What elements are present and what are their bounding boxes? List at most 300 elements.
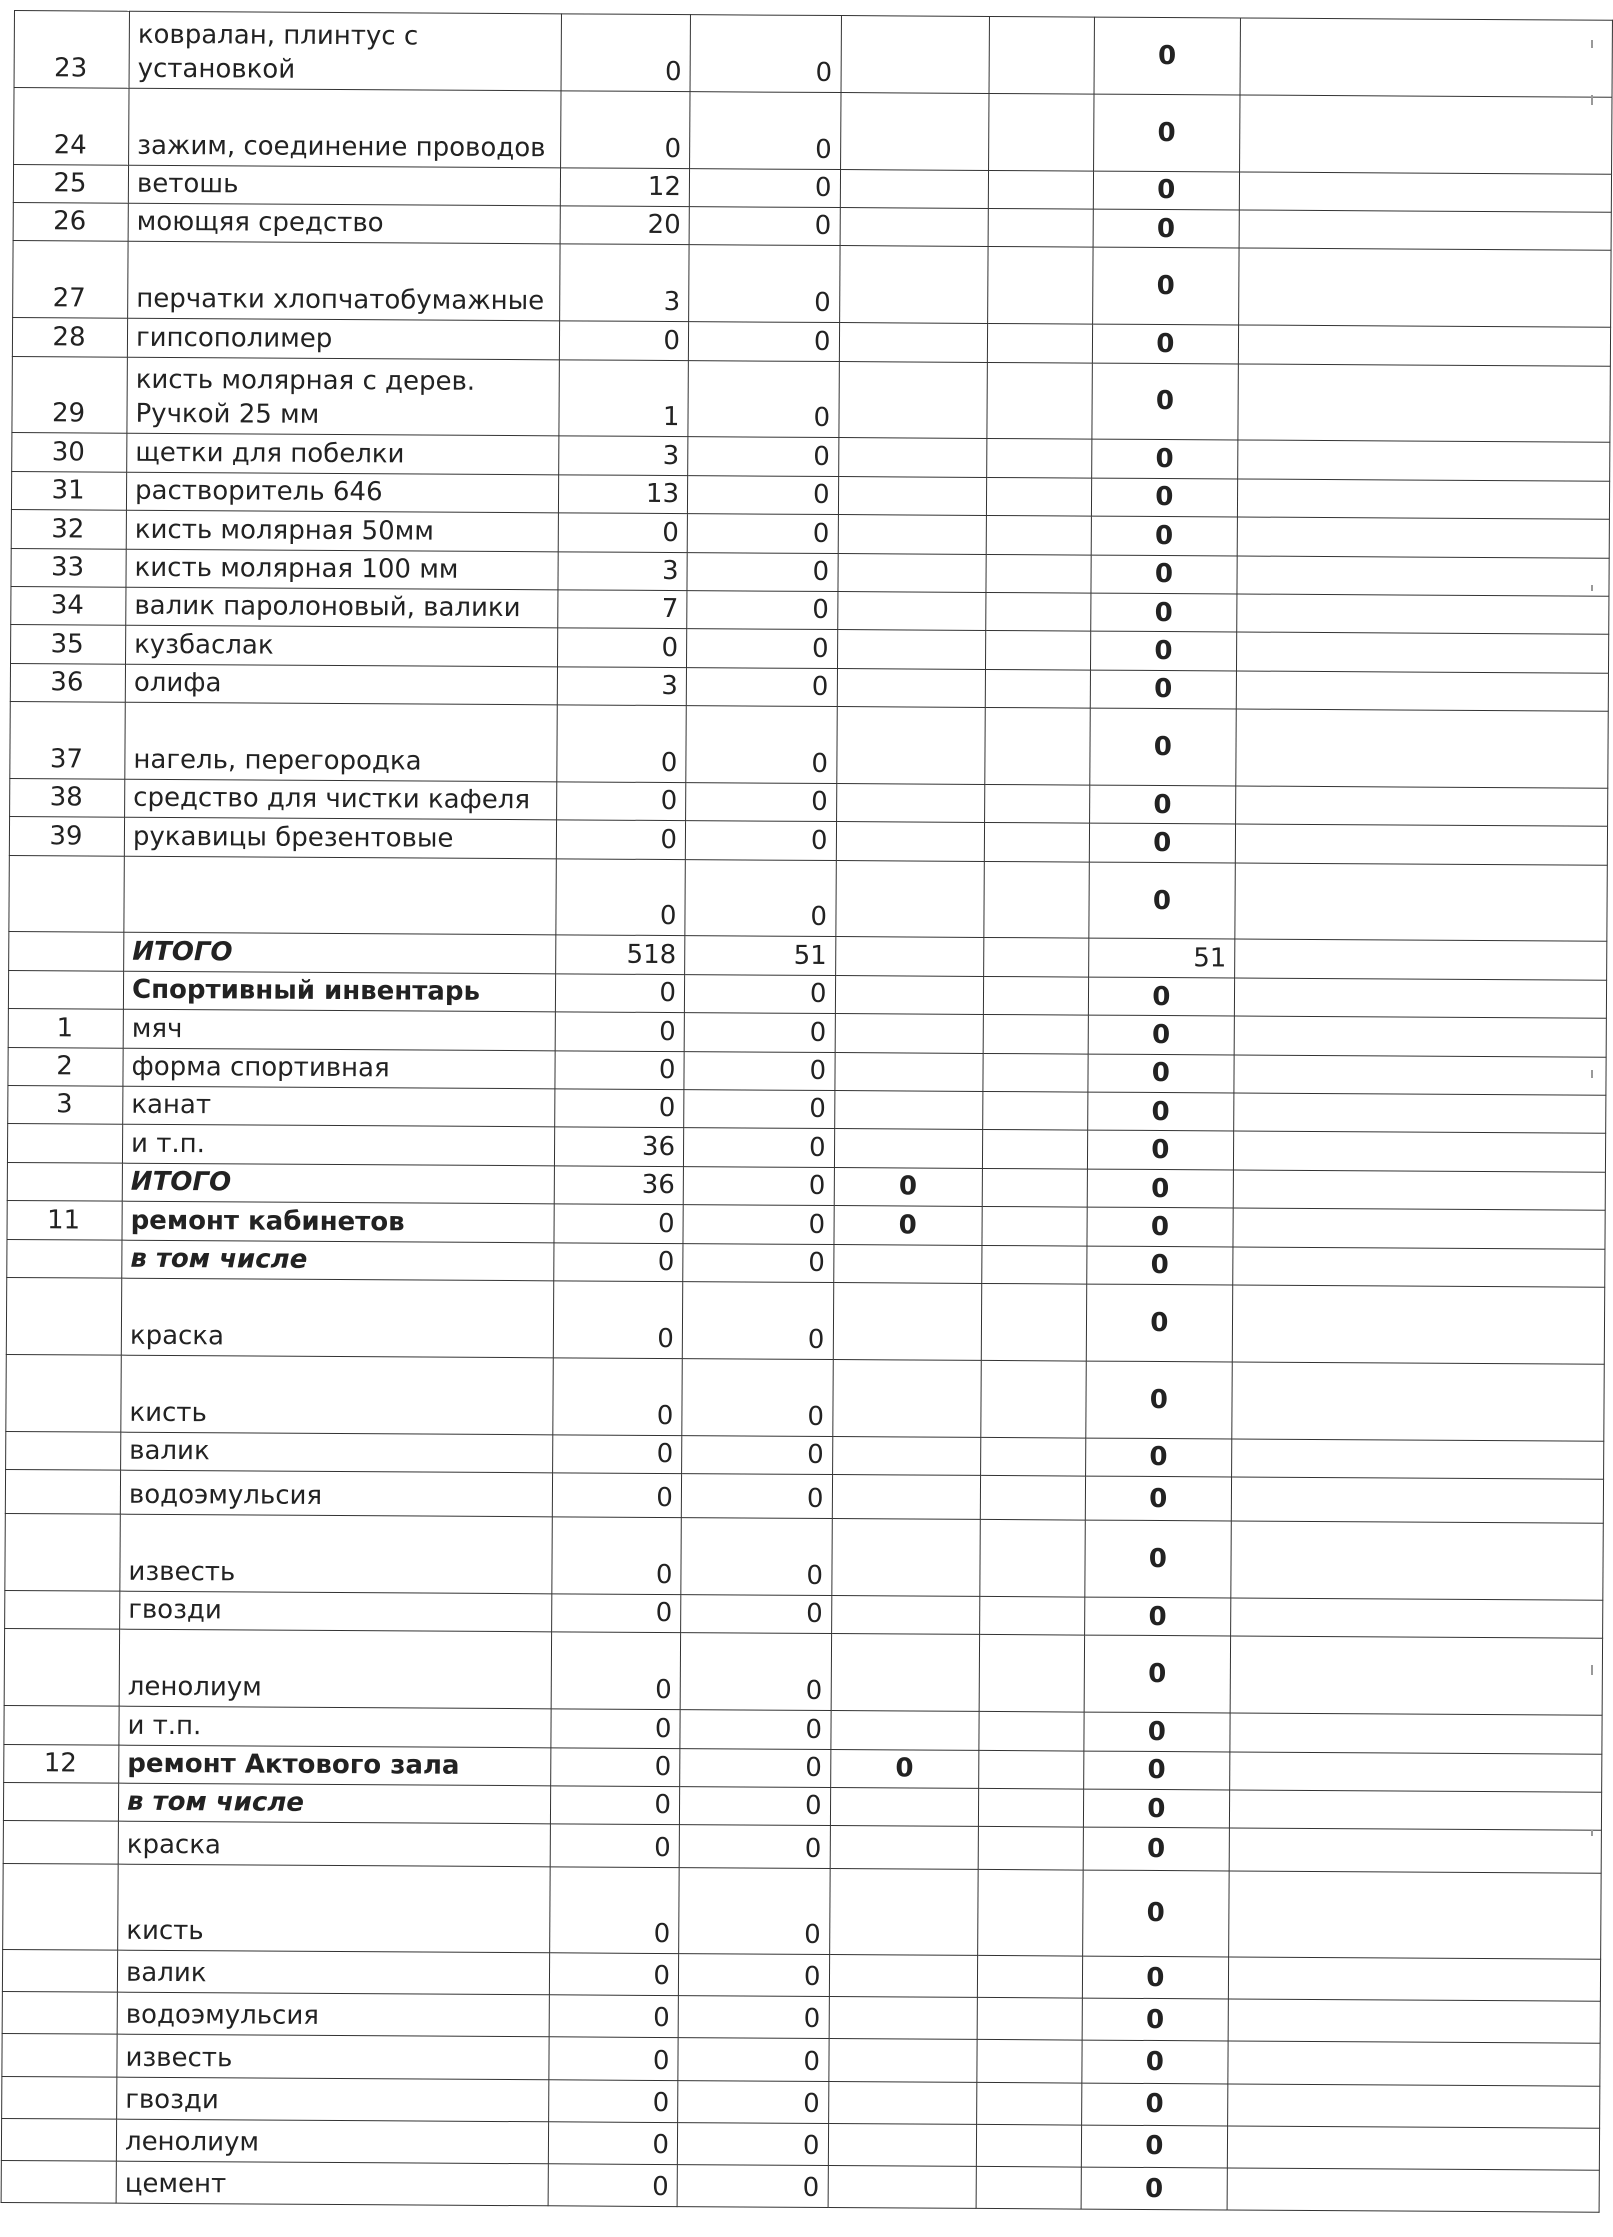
quantity-b: 0 <box>683 1243 834 1282</box>
quantity-e: 51 <box>1088 939 1235 978</box>
quantity-b: 0 <box>687 552 838 591</box>
row-number: 28 <box>12 318 127 357</box>
quantity-e: 0 <box>1082 1870 1229 1957</box>
quantity-a: 7 <box>558 590 687 629</box>
quantity-d <box>978 1827 1083 1870</box>
row-number <box>2 1949 117 1992</box>
quantity-b: 0 <box>680 1633 831 1711</box>
quantity-a: 13 <box>558 475 687 514</box>
item-name-text: Спортивный инвентарь <box>131 974 481 1008</box>
quantity-c <box>830 1787 979 1826</box>
item-name: краска <box>121 1278 553 1357</box>
quantity-b: 0 <box>679 1825 830 1868</box>
quantity-e: 0 <box>1085 1361 1232 1439</box>
quantity-c <box>838 515 987 554</box>
quantity-b: 0 <box>681 1474 832 1519</box>
row-number: 12 <box>4 1744 119 1783</box>
item-name <box>124 933 556 974</box>
row-number: 32 <box>11 510 126 549</box>
item-name-text: в том числе <box>130 1243 308 1275</box>
row-number <box>4 1629 119 1706</box>
quantity-d <box>987 362 1092 439</box>
row-number <box>6 1277 121 1354</box>
item-name: перчатки хлопчатобумажные <box>128 242 560 321</box>
quantity-c <box>835 860 984 938</box>
item-name: гипсополимер <box>127 318 559 359</box>
item-name: гвозди <box>120 1591 552 1632</box>
empty-cell <box>1234 1055 1606 1096</box>
row-number <box>6 1354 121 1431</box>
quantity-c <box>838 438 987 477</box>
quantity-a: 0 <box>555 1012 684 1051</box>
row-number <box>2 2076 117 2119</box>
empty-cell <box>1231 1477 1603 1523</box>
quantity-d <box>986 554 1091 593</box>
quantity-e: 0 <box>1081 2167 1228 2210</box>
row-number: 30 <box>12 433 127 472</box>
quantity-c <box>834 1052 983 1091</box>
quantity-c <box>836 783 985 822</box>
quantity-d <box>984 823 1089 862</box>
quantity-e: 0 <box>1084 1597 1231 1636</box>
quantity-d <box>983 1015 1088 1054</box>
quantity-a: 3 <box>557 667 686 706</box>
quantity-a: 0 <box>552 1517 682 1595</box>
quantity-e: 0 <box>1086 1284 1233 1362</box>
quantity-d <box>987 439 1092 478</box>
quantity-e: 0 <box>1088 862 1235 940</box>
quantity-e: 0 <box>1091 478 1238 517</box>
quantity-a: 0 <box>560 91 690 169</box>
empty-cell <box>1240 18 1612 97</box>
quantity-d <box>989 16 1094 93</box>
quantity-e: 0 <box>1083 1827 1230 1870</box>
quantity-a: 20 <box>560 206 689 245</box>
quantity-d <box>987 247 1092 324</box>
empty-cell <box>1239 248 1611 327</box>
quantity-a: 0 <box>552 1473 681 1518</box>
quantity-c <box>834 1129 983 1168</box>
quantity-e: 0 <box>1086 1246 1233 1285</box>
item-name: водоэмульсия <box>120 1470 552 1517</box>
quantity-d <box>979 1635 1084 1712</box>
quantity-d <box>976 2124 1081 2167</box>
item-name: ленолиум <box>116 2119 548 2164</box>
scan-mark <box>1591 40 1593 48</box>
empty-cell <box>1229 1957 1601 2002</box>
quantity-c <box>835 1014 984 1053</box>
quantity-b: 0 <box>680 1748 831 1787</box>
quantity-b: 0 <box>677 2165 828 2208</box>
quantity-a: 3 <box>559 436 688 475</box>
quantity-a: 0 <box>557 628 686 667</box>
quantity-c <box>840 169 989 208</box>
quantity-b: 0 <box>683 1128 834 1167</box>
quantity-b: 0 <box>689 168 840 207</box>
empty-cell <box>1227 2168 1599 2213</box>
quantity-d <box>981 1283 1086 1360</box>
quantity-e: 0 <box>1088 977 1235 1016</box>
quantity-b: 0 <box>685 821 836 860</box>
quantity-c <box>832 1359 981 1437</box>
quantity-c <box>840 208 989 247</box>
row-number: 11 <box>7 1201 122 1240</box>
empty-cell <box>1234 1131 1606 1172</box>
quantity-c <box>828 2081 977 2124</box>
quantity-d <box>983 976 1088 1015</box>
empty-cell <box>1237 594 1609 635</box>
quantity-e: 0 <box>1089 708 1236 786</box>
empty-cell <box>1237 517 1609 558</box>
quantity-e: 0 <box>1092 247 1239 325</box>
item-name: рукавицы брезентовые <box>124 817 556 858</box>
quantity-a: 0 <box>556 782 685 821</box>
item-name: гвозди <box>117 2077 549 2122</box>
quantity-d <box>981 1360 1086 1437</box>
quantity-d <box>977 1869 1082 1956</box>
empty-cell <box>1235 978 1607 1019</box>
row-number: 37 <box>10 702 125 779</box>
item-name: известь <box>117 2035 549 2080</box>
quantity-c <box>831 1519 980 1597</box>
quantity-b: 0 <box>684 1051 835 1090</box>
quantity-a: 0 <box>551 1709 680 1748</box>
quantity-c <box>831 1595 980 1634</box>
quantity-c <box>841 16 990 94</box>
table-row <box>1 2161 1599 2213</box>
quantity-c <box>837 591 986 630</box>
item-name: канат <box>123 1086 555 1127</box>
row-number <box>5 1469 120 1514</box>
quantity-c <box>832 1474 981 1519</box>
empty-cell <box>1239 210 1611 251</box>
quantity-b: 0 <box>679 1867 830 1954</box>
quantity-d <box>986 592 1091 631</box>
item-name: и т.п. <box>119 1706 551 1747</box>
empty-cell <box>1232 1439 1604 1480</box>
row-number: 36 <box>10 663 125 702</box>
quantity-a: 0 <box>553 1281 683 1359</box>
row-number: 26 <box>13 202 128 241</box>
item-name: щетки для побелки <box>127 434 559 475</box>
row-number <box>4 1706 119 1745</box>
quantity-a: 0 <box>552 1434 681 1473</box>
budget-table <box>1 10 1613 2213</box>
quantity-d <box>979 1750 1084 1789</box>
quantity-c <box>832 1436 981 1475</box>
quantity-e: 0 <box>1090 670 1237 709</box>
item-name-text: ИТОГО <box>130 1166 232 1198</box>
item-name: форма спортивная <box>123 1048 555 1089</box>
empty-cell <box>1231 1598 1603 1639</box>
item-name: валик <box>117 1950 549 1995</box>
quantity-d <box>986 516 1091 555</box>
quantity-b: 0 <box>688 437 839 476</box>
quantity-c <box>840 92 989 170</box>
quantity-d <box>987 324 1092 363</box>
quantity-c <box>830 1826 979 1869</box>
item-name-text: ремонт Актового зала <box>127 1748 460 1781</box>
row-number: 34 <box>11 586 126 625</box>
quantity-a: 3 <box>558 551 687 590</box>
quantity-d <box>982 1207 1087 1246</box>
quantity-c <box>836 707 985 785</box>
quantity-e: 0 <box>1083 1712 1230 1751</box>
empty-cell <box>1236 671 1608 712</box>
quantity-d <box>976 2082 1081 2125</box>
quantity-e: 0 <box>1087 1092 1234 1131</box>
quantity-b: 0 <box>678 2038 829 2081</box>
item-name: нагель, перегородка <box>125 702 557 781</box>
quantity-a: 0 <box>551 1632 681 1710</box>
row-number: 39 <box>9 817 124 856</box>
quantity-c <box>837 668 986 707</box>
empty-cell <box>1239 325 1611 366</box>
quantity-d <box>979 1712 1084 1751</box>
quantity-e: 0 <box>1094 17 1241 95</box>
quantity-e: 0 <box>1093 209 1240 248</box>
item-name: зажим, соединение проводов <box>129 88 561 167</box>
quantity-b: 0 <box>686 667 837 706</box>
item-name: растворитель 646 <box>126 472 558 513</box>
quantity-a: 0 <box>555 974 684 1013</box>
item-name: цемент <box>116 2161 548 2206</box>
quantity-c <box>835 937 984 976</box>
empty-cell <box>1237 556 1609 597</box>
quantity-e: 0 <box>1084 1635 1231 1713</box>
row-number: 29 <box>12 356 127 433</box>
quantity-b: 0 <box>688 360 839 438</box>
quantity-b: 0 <box>681 1595 832 1634</box>
empty-cell <box>1238 364 1610 443</box>
item-name <box>122 1163 554 1204</box>
table-row <box>10 702 1608 789</box>
quantity-d <box>982 1130 1087 1169</box>
quantity-c <box>834 1091 983 1130</box>
row-number <box>9 855 124 932</box>
quantity-c <box>829 1954 978 1997</box>
item-name: и т.п. <box>122 1125 554 1166</box>
quantity-d <box>983 1091 1088 1130</box>
quantity-e: 0 <box>1088 1015 1235 1054</box>
quantity-c <box>829 1997 978 2040</box>
quantity-a: 0 <box>555 1089 684 1128</box>
quantity-e: 0 <box>1081 2040 1228 2083</box>
row-number <box>9 932 124 971</box>
item-name: кисть <box>121 1355 553 1434</box>
quantity-e: 0 <box>1081 2125 1228 2168</box>
empty-cell <box>1228 1999 1600 2044</box>
item-name: кисть молярная 50мм <box>126 510 558 551</box>
quantity-b: 0 <box>684 1013 835 1052</box>
empty-cell <box>1232 1362 1604 1441</box>
quantity-e: 0 <box>1090 631 1237 670</box>
quantity-d <box>980 1437 1085 1476</box>
table-row <box>5 1514 1603 1601</box>
quantity-b: 0 <box>678 1954 829 1997</box>
row-number <box>3 1863 119 1950</box>
empty-cell <box>1234 1016 1606 1057</box>
quantity-e: 0 <box>1087 1130 1234 1169</box>
quantity-b: 51 <box>685 936 836 975</box>
quantity-a: 0 <box>554 1242 683 1281</box>
empty-cell <box>1235 863 1607 942</box>
quantity-e: 0 <box>1091 439 1238 478</box>
quantity-b: 0 <box>687 475 838 514</box>
quantity-a: 1 <box>559 359 689 437</box>
quantity-d <box>985 708 1090 785</box>
quantity-c <box>828 2039 977 2082</box>
row-number: 31 <box>11 471 126 510</box>
item-name: валик паролоновый, валики <box>126 587 558 628</box>
quantity-a: 0 <box>549 2037 678 2080</box>
empty-cell <box>1227 2126 1599 2171</box>
quantity-a: 0 <box>550 1824 679 1867</box>
quantity-e: 0 <box>1085 1476 1232 1521</box>
row-number: 24 <box>14 87 129 164</box>
row-number: 23 <box>14 11 129 88</box>
row-number <box>7 1124 122 1163</box>
empty-cell <box>1240 95 1612 174</box>
quantity-e: 0 <box>1092 324 1239 363</box>
quantity-e: 0 <box>1082 1956 1229 1999</box>
quantity-c <box>839 246 988 324</box>
quantity-d <box>983 1053 1088 1092</box>
quantity-e: 0 <box>1091 555 1238 594</box>
quantity-b: 0 <box>682 1282 833 1360</box>
quantity-a: 0 <box>549 1995 678 2038</box>
quantity-e: 0 <box>1093 171 1240 210</box>
quantity-c <box>829 1868 978 1955</box>
quantity-b: 0 <box>678 1996 829 2039</box>
quantity-a: 0 <box>554 1204 683 1243</box>
quantity-a: 0 <box>549 1953 678 1996</box>
empty-cell <box>1238 479 1610 520</box>
item-name: ковралан, плинтус с установкой <box>129 11 561 90</box>
empty-cell <box>1233 1170 1605 1211</box>
item-name: кузбаслак <box>126 626 558 667</box>
quantity-d <box>978 1788 1083 1827</box>
quantity-e: 0 <box>1085 1438 1232 1477</box>
item-name-text: в том числе <box>126 1787 305 1819</box>
quantity-a: 0 <box>553 1358 683 1436</box>
row-number <box>7 1162 122 1201</box>
item-name <box>124 856 556 935</box>
quantity-e: 0 <box>1082 1998 1229 2041</box>
quantity-c <box>828 2166 977 2209</box>
table-row <box>4 1629 1602 1716</box>
table-row <box>6 1277 1604 1364</box>
empty-cell <box>1231 1521 1603 1600</box>
quantity-a: 0 <box>555 1050 684 1089</box>
row-number: 35 <box>11 625 126 664</box>
quantity-a: 0 <box>548 2122 677 2165</box>
quantity-a: 12 <box>560 167 689 206</box>
quantity-c <box>835 975 984 1014</box>
quantity-c <box>837 630 986 669</box>
row-number <box>5 1590 120 1629</box>
item-name: валик <box>121 1432 553 1473</box>
quantity-b: 0 <box>684 1090 835 1129</box>
quantity-a: 36 <box>554 1127 683 1166</box>
quantity-b: 0 <box>682 1358 833 1436</box>
quantity-a: 0 <box>559 321 688 360</box>
quantity-b: 0 <box>682 1435 833 1474</box>
quantity-b: 0 <box>689 245 840 323</box>
scan-mark <box>1591 1070 1593 1078</box>
row-number <box>3 1782 118 1821</box>
quantity-e: 0 <box>1081 2083 1228 2126</box>
item-name: моющяя средство <box>128 203 560 244</box>
quantity-b: 0 <box>690 15 841 93</box>
item-name <box>118 1783 550 1824</box>
row-number <box>6 1431 121 1470</box>
quantity-e: 0 <box>1093 94 1240 172</box>
row-number: 2 <box>8 1047 123 1086</box>
quantity-b: 0 <box>690 91 841 169</box>
quantity-e: 0 <box>1083 1751 1230 1790</box>
quantity-b: 0 <box>684 974 835 1013</box>
empty-cell <box>1233 1208 1605 1249</box>
scan-mark <box>1591 1665 1593 1675</box>
item-name: кисть молярная 100 мм <box>126 549 558 590</box>
item-name <box>119 1745 551 1786</box>
empty-cell <box>1230 1751 1602 1792</box>
table-body <box>1 11 1612 2213</box>
quantity-e: 0 <box>1087 1054 1234 1093</box>
row-number: 33 <box>11 548 126 587</box>
quantity-c <box>837 553 986 592</box>
quantity-a: 0 <box>550 1866 680 1953</box>
quantity-e: 0 <box>1091 516 1238 555</box>
quantity-d <box>983 938 1088 977</box>
quantity-e: 0 <box>1083 1789 1230 1828</box>
scan-mark <box>1591 585 1593 591</box>
item-name: ленолиум <box>119 1629 551 1708</box>
quantity-c: 0 <box>830 1749 979 1788</box>
scan-mark <box>1591 95 1593 105</box>
quantity-a: 0 <box>552 1594 681 1633</box>
quantity-d <box>977 1955 1082 1998</box>
empty-cell <box>1233 1247 1605 1288</box>
row-number <box>3 1821 118 1864</box>
quantity-b: 0 <box>686 783 837 822</box>
quantity-a: 0 <box>557 705 687 783</box>
empty-cell <box>1228 2041 1600 2086</box>
row-number: 3 <box>8 1086 123 1125</box>
quantity-b: 0 <box>677 2122 828 2165</box>
item-name: кисть <box>118 1864 550 1953</box>
scan-mark <box>1591 1830 1593 1836</box>
item-name <box>123 971 555 1012</box>
row-number: 1 <box>8 1009 123 1048</box>
item-name: мяч <box>123 1009 555 1050</box>
empty-cell <box>1238 440 1610 481</box>
quantity-b: 0 <box>687 591 838 630</box>
empty-cell <box>1236 786 1608 827</box>
quantity-d <box>977 1998 1082 2041</box>
quantity-d <box>985 631 1090 670</box>
quantity-e: 0 <box>1089 785 1236 824</box>
quantity-a: 0 <box>550 1786 679 1825</box>
item-name: олифа <box>125 664 557 705</box>
quantity-b: 0 <box>679 1786 830 1825</box>
quantity-d <box>979 1596 1084 1635</box>
quantity-d <box>982 1245 1087 1284</box>
row-number: 25 <box>13 164 128 203</box>
item-name: известь <box>120 1514 552 1593</box>
quantity-c <box>831 1634 980 1712</box>
